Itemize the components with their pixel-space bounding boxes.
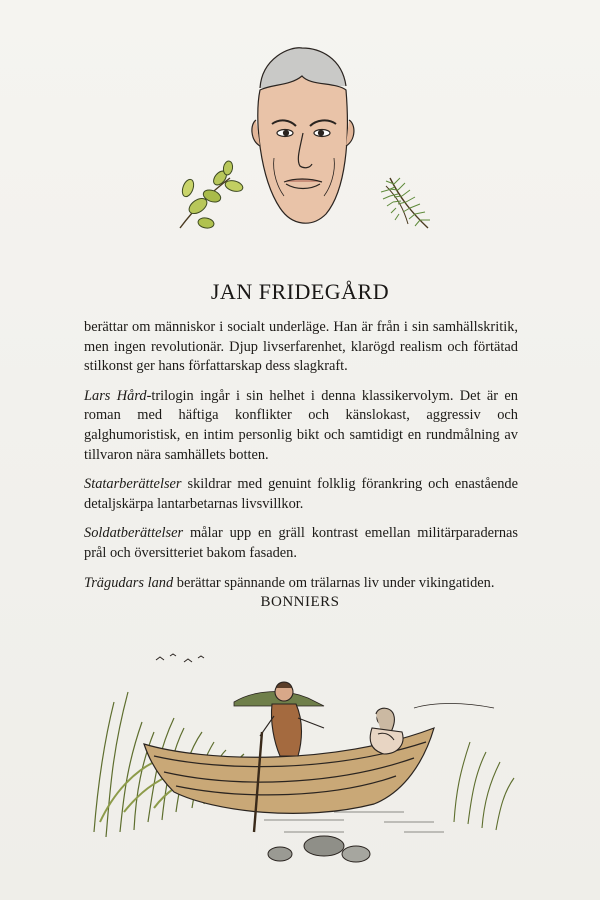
paragraph-body: målar upp en gräll kontrast emellan militärparadernas prål och översitteriet bakom fasaden.	[84, 525, 518, 561]
stones-illustration	[268, 836, 370, 862]
author-portrait-illustration	[150, 28, 450, 268]
paragraph-body: berättar om människor i socialt underläge. Han är från i sin samhällskritik, men ingen revolutionär. Djup livserfarenhet, klarögd realism och förtätad stilkonst ger hans författarskap dess slagkraft.	[84, 319, 518, 375]
blurb-paragraph	[84, 318, 518, 377]
paragraph-body: -trilogin ingår i sin helhet i denna klassikervolym. Det är en roman med häftiga konflikter och känslokast, aggressiv och galghumoristisk, en intim personlig bikt och samtidigt en rundmålning av tillvaron nära samhällets botten.	[84, 387, 518, 463]
blurb-text	[84, 318, 518, 603]
blurb-paragraph	[84, 387, 518, 465]
blurb-paragraph	[84, 524, 518, 563]
birds-illustration	[156, 654, 204, 662]
publisher-name: BONNIERS	[260, 594, 340, 610]
author-name-heading: JAN FRIDEGÅRD	[210, 279, 390, 304]
blurb-paragraph	[84, 574, 518, 594]
work-title: Statarberättelser	[84, 476, 182, 493]
birch-leaf-sprig-illustration	[180, 160, 244, 229]
blurb-paragraph	[84, 475, 518, 514]
work-title: Trägudars land	[84, 574, 174, 591]
woman-with-child-illustration	[370, 708, 403, 754]
author-face-sketch	[252, 48, 354, 223]
boat-scene-illustration	[84, 632, 524, 882]
work-title: Lars Hård	[84, 387, 147, 404]
paragraph-body: skildrar med genuint folklig förankring och enastående detaljskärpa lantarbetarnas livsvillkor.	[84, 476, 518, 512]
paragraph-body: berättar spännande om trälarnas liv under vikingatiden.	[173, 574, 495, 591]
work-title: Soldatberättelser	[84, 525, 184, 542]
spruce-sprig-illustration	[381, 178, 430, 228]
